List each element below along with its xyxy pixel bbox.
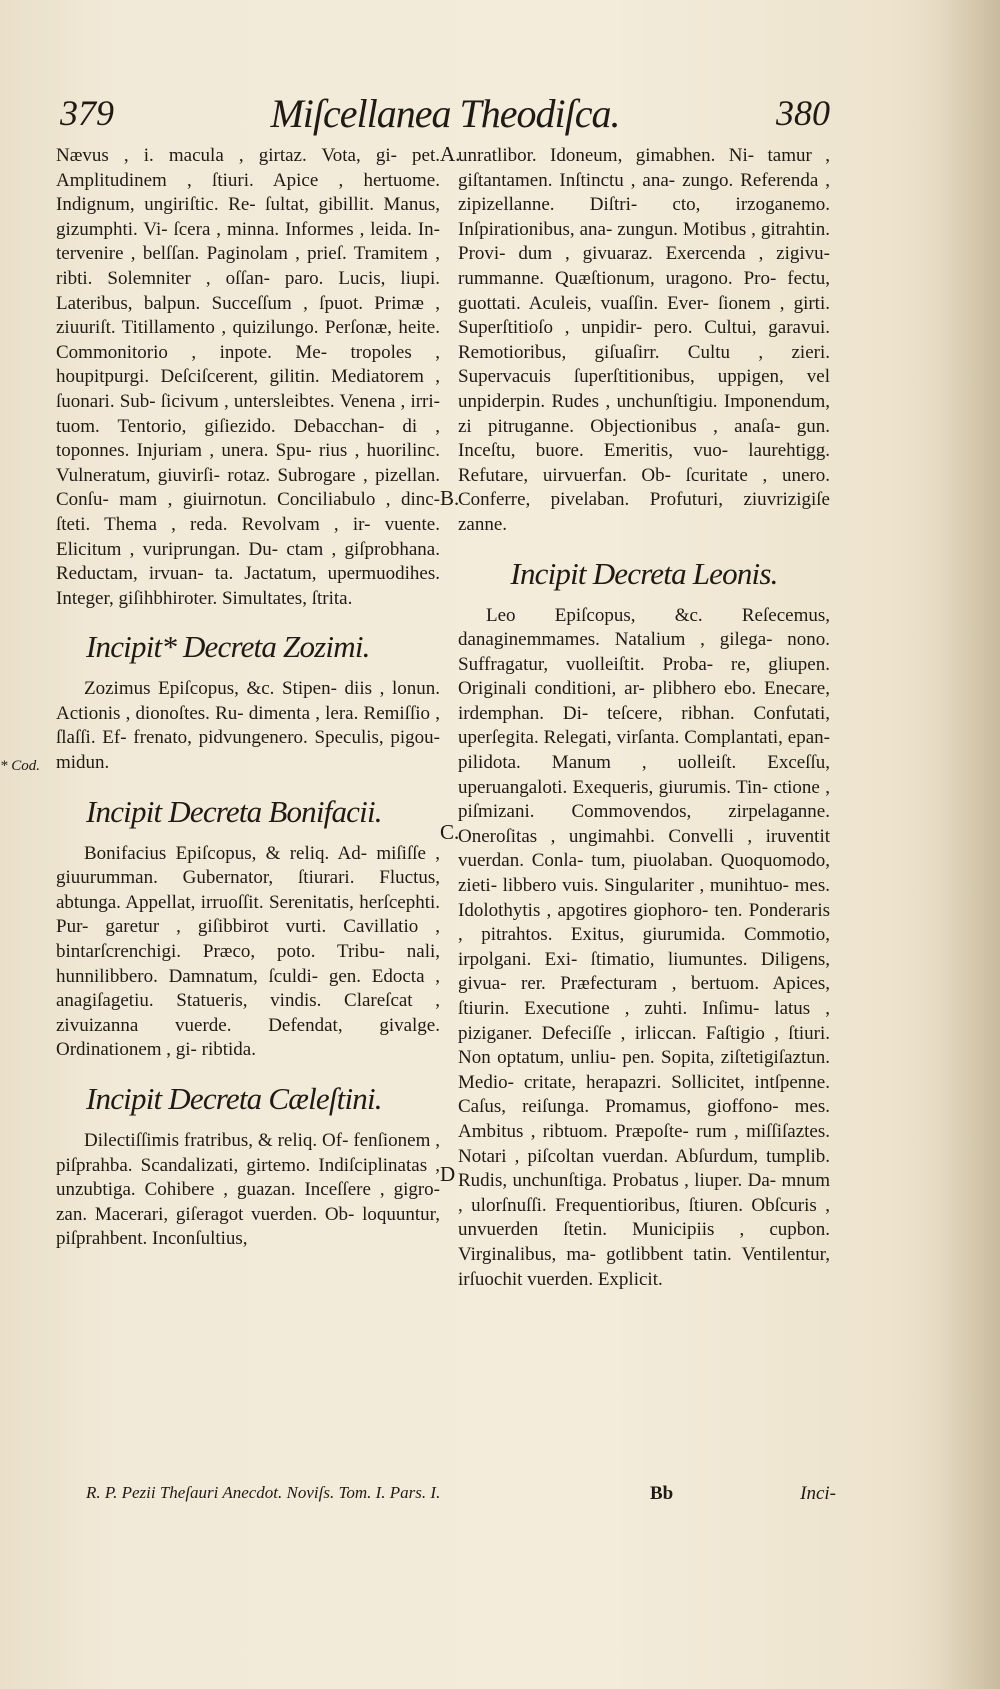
paragraph: Leo Epiſcopus, &c. Reſecemus, danaginemmames. Natalium , gilega- nono. Suffragatur, vuolleiſtit. Proba- re, gliupen. Originali conditioni, ar- plibhero ebo. Enecare, irdemphan. Di- teſcere, ribhan. Confutati, uperſegita. Relegati, virſanta. Complantati, epan- pilidota. Manum , uolleiſt. Exceſſu, uperuangaloti. Exequeris, giurumis. Tin- ctione , piſmizani. Commovendos, zirpelaganne. Oneroſitas , ungimahbi. Convelli , iruventit vuerdan. Conla- tum, piuolaban. Quoquomodo, zieti- libbero vuis. Singulariter , munihtuo- mes. Idolothytis , apgotires giophoro- ten. Ponderaris , pitrahtos. Exitus, giurumida. Commotio, irpolgani. Exi- ſtimatio, liumuntes. Diligens, givua- rer. Præfecturam , bertuom. Apices, ſtiurin. Executione , zuhti. Inſimu- latus , piziganer. Defeciſſe , irliccan. Faſtigio , ſtiuri. Non optatum, unliu- pen. Sopita, ziſtetigiſaztun. Medio- critate, herapazri. Sollicitet, intſpenne. Caſus, reiſunga. Promamus, gioffono- mes. Ambitus , ribtuom. Præpoſte- rum , miſſiſaztes. Notari , piſcoltan vuerdan. Abſurdum, tumplib. Rudis, unchunſtiga. Probatus , liuper. Da- mnum , ulorſnuſſi. Frequentioribus, ſtiuren. Obſcuris , unvuerden ſtetin. Municipiis , cupbon. Virginalibus, ma- gotlibbent tatin. Ventilentur, irſuochit vuerden. Explicit. <box>458 604 830 1290</box>
page-edge-shadow <box>940 0 1000 1689</box>
paragraph: Bonifacius Epiſcopus, & reliq. Ad- miſiſſe , giuurumman. Gubernator, ſtiurari. Fluctus, abtunga. Appellat, irruoſſit. Serenitatis, herſcephti. Pur- garetur , giſibbirot vurti. Cavillatio , bintarſcrenchigi. Præco, poto. Tribu- nali, hunnilibbero. Damnatum, ſculdi- gen. Edocta , anagiſagetiu. Statueris, vindis. Clareſcat , zivuizanna vuerde. Defendat, givalge. Ordinationem , gi- ribtida. <box>56 842 440 1061</box>
page-number-right: 380 <box>776 93 830 133</box>
section-heading: Incipit Decreta Cæleſtini. <box>86 1081 382 1116</box>
page-header <box>60 92 830 142</box>
section-heading: Incipit Decreta Leonis. <box>510 555 778 591</box>
catchword: Inci- <box>800 1483 836 1504</box>
section-heading: Incipit Decreta Bonifacii. <box>86 793 382 829</box>
paragraph: Dilectiſſimis fratribus, & reliq. Of- fenſionem , piſprahba. Scandalizati, girtemo. Indiſciplinatas , unzubtiga. Cohibere , guazan. Inceſſere , gigro- zan. Macerari, giſeragot vuerden. Ob- loquuntur, piſprahbent. Inconſultius, <box>56 1130 440 1250</box>
page-number-left: 379 <box>60 93 114 133</box>
section-marker-a: A. <box>440 142 461 166</box>
left-column <box>56 144 440 1252</box>
section-marker-c: C. <box>440 820 460 844</box>
signature-mark: Bb <box>650 1483 674 1504</box>
paragraph: unratlibor. Idoneum, gimabhen. Ni- tamur , giſtantamen. Inſtinctu , ana- zungo. Referenda , zipizellanne. Diſtri- cto, irzoganemo. Inſpirationibus, ana- zungun. Motibus , gitrahtin. Provi- dum , givuaraz. Exercenda , zigivu- rummanne. Quæſtionum, uragono. Pro- fectu, guottati. Aculeis, vuaſſin. Ever- ſionem , girti. Superſtitioſo , unpidir- pero. Cultui, garavui. Remotioribus, giſuaſirr. Cultu , zieri. Supervacuis ſuperſtitionibus, uppigen, vel unpiderpin. Rudes , unchunſtigiu. Imponendum, zi pitruganne. Objectionibus , anaſa- gun. Inceſtu, buore. Emeritis, vuo- laurehtigg. Refutare, uirvuerfan. Ob- ſcuritate , unero. Conferre, pivelaban. Profuturi, ziuvrizigiſe zanne. <box>458 145 830 535</box>
section-heading: Incipit* Decreta Zozimi. <box>86 629 370 665</box>
source-line: R. P. Pezii Theſauri Anecdot. Noviſs. Tom. I. Pars. I. <box>86 1483 441 1502</box>
section-marker-d: D <box>440 1162 456 1186</box>
margin-note: * Cod. <box>0 758 41 774</box>
running-title: Miſcellanea Theodiſca. <box>270 91 620 136</box>
right-column <box>458 144 830 1292</box>
paragraph: Nævus , i. macula , girtaz. Vota, gi- pet. Amplitudinem , ſtiuri. Apice , hertuome. Indignum, ungiriſtic. Re- ſultat, gibillit. Manus, gizumphti. Vi- ſcera , minna. Informes , leida. In- tervenire , belſſan. Paginolam , prieſ. Tramitem , ribti. Solemniter , oſſan- paro. Lucis, liupi. Lateribus, balpun. Succeſſum , ſpuot. Primæ , ziuuriſt. Titillamento , quizilungo. Perſonæ, heite. Commonitorio , inpote. Me- tropoles , houpitpurgi. Deſciſcerent, gilitin. Mediatorem , ſuonari. Sub- ſicivum , untersleibtes. Venena , irri- tuom. Tentorio, giſiezido. Debacchan- di , toponnes. Injuriam , unera. Spu- rius , huorilinc. Vulneratum, giuvirſi- rotaz. Subrogare , pizellan. Conſu- mam , giuirnotun. Conciliabulo , dinc- ſteti. Thema , reda. Revolvam , ir- vuente. Elicitum , vuriprungan. Du- ctam , giſprobhana. Reductam, irvuan- ta. Jactatum, upermuodihes. Integer, giſihbhiroter. Simultates, ſtrita. <box>56 145 440 609</box>
page-footer <box>86 1483 836 1504</box>
paragraph: Zozimus Epiſcopus, &c. Stipen- diis , lonun. Actionis , dionoſtes. Ru- dimenta , lera. Remiſſio , ſlaſſi. Ef- frenato, pidvungenero. Speculis, pigou- midun. <box>56 678 440 774</box>
section-marker-b: B. <box>440 486 460 510</box>
